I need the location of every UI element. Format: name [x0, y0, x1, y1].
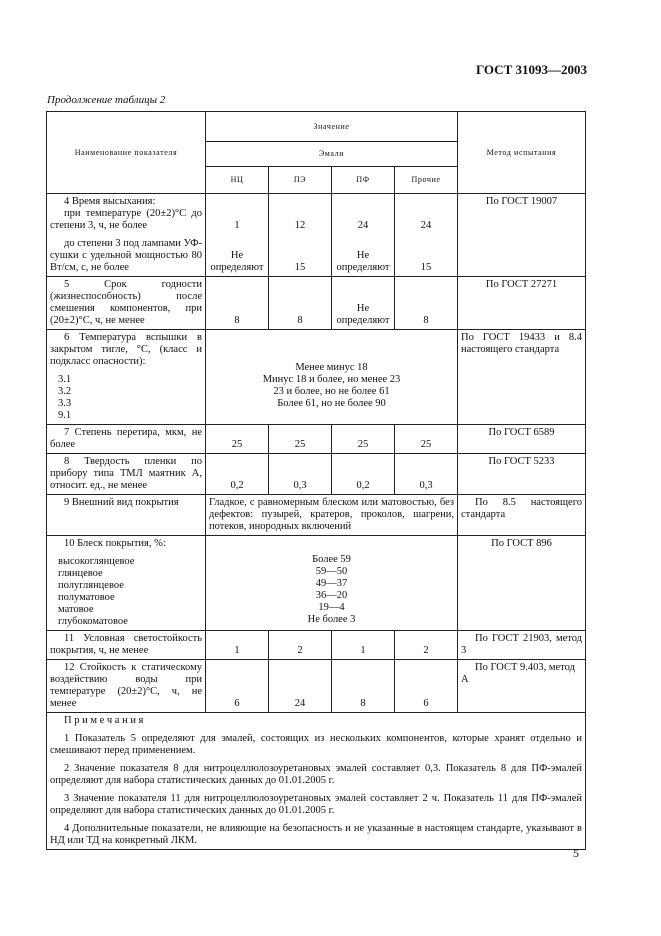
standard-header: ГОСТ 31093—2003: [475, 62, 587, 77]
row-label: 7 Степень перетира, мкм, не более: [47, 425, 206, 454]
row-value: 0,2: [206, 454, 269, 495]
row-value: 0,2: [332, 454, 395, 495]
table-row: [47, 660, 586, 713]
table-row: [47, 330, 586, 425]
header-type-pf: ПФ: [332, 167, 395, 194]
row-method: По ГОСТ 27271: [458, 277, 586, 330]
row-value: 24: [269, 660, 332, 713]
note-item: 3 Значение показателя 11 для нитроцеллюлозоуретановых эмалей составляет 2 ч. Показатель 11 для ПФ-эмалей определяют для набора статистических данных до 01.01.2005 г.: [50, 793, 583, 816]
page-number: 5: [573, 846, 579, 860]
row-label: 5 Срок годности (жизнеспособность) после смешения компонентов, при (20±2)°С, ч, не менее: [47, 277, 206, 330]
row-value: 0,3: [269, 454, 332, 495]
row-value: 6: [395, 660, 458, 713]
notes-row: [47, 713, 586, 850]
note-item: 4 Дополнительные показатели, не влияющие на безопасность и не указанные в настоящем стандарте, указывают в НД или ТД на конкретный ЛКМ.: [50, 823, 583, 846]
table-continuation-caption: Продолжение таблицы 2: [47, 94, 166, 106]
row-value: 2: [269, 631, 332, 660]
table-row: [47, 277, 586, 330]
row-method: По ГОСТ 9.403, метод А: [458, 660, 586, 713]
table-row: [47, 194, 586, 277]
row-label: 9 Внешний вид покрытия: [47, 495, 206, 536]
row-value: 8: [269, 277, 332, 330]
header-method: Метод испытания: [458, 112, 586, 194]
row-method: По ГОСТ 21903, метод 3: [458, 631, 586, 660]
row-values-other: 24 15: [395, 194, 458, 277]
header-type-pe: ПЭ: [269, 167, 332, 194]
table-row: [47, 454, 586, 495]
note-item: 2 Значение показателя 8 для нитроцеллюлозоуретановых эмалей составляет 0,3. Показатель 8 для ПФ-эмалей определяют для набора статистических данных до 01.01.2005 г.: [50, 763, 583, 786]
table-row: [47, 631, 586, 660]
row-value: Не определяют: [332, 277, 395, 330]
header-value: Значение: [206, 112, 458, 142]
row-values-pf: 24 Не определяют: [332, 194, 395, 277]
row-label: 10 Блеск покрытия, %: высокоглянцевое глянцевое полуглянцевое полуматовое матовое глубокоматовое: [47, 536, 206, 631]
row-method: По ГОСТ 5233: [458, 454, 586, 495]
row-value: 8: [395, 277, 458, 330]
row-value-range: Более 59 59—50 49—37 36—20 19—4 Не более 3: [206, 536, 458, 631]
header-type-nc: НЦ: [206, 167, 269, 194]
properties-table: [46, 111, 586, 850]
notes-title: П р и м е ч а н и я: [64, 715, 144, 726]
row-value-text: Гладкое, с равномерным блеском или матовостью, без дефектов: пузырей, кратеров, проколов, шагрени, потеков, инородных включений: [206, 495, 458, 536]
row-value: 25: [206, 425, 269, 454]
note-item: 1 Показатель 5 определяют для эмалей, состоящих из нескольких компонентов, которые хранят отдельно и смешивают перед применением.: [50, 733, 583, 756]
row-label: 12 Стойкость к статическому воздействию воды при температуре (20±2)°С, ч, не менее: [47, 660, 206, 713]
header-type-other: Прочие: [395, 167, 458, 194]
row-value: 1: [332, 631, 395, 660]
row-values-pe: 12 15: [269, 194, 332, 277]
row-value: 8: [332, 660, 395, 713]
notes: [47, 713, 586, 850]
row-value: 6: [206, 660, 269, 713]
row-value: 0,3: [395, 454, 458, 495]
row-values-nc: 1 Не определяют: [206, 194, 269, 277]
row-method: По ГОСТ 19007: [458, 194, 586, 277]
table-row: [47, 495, 586, 536]
row-method: По ГОСТ 19433 и 8.4 настоящего стандарта: [458, 330, 586, 425]
header-enamels: Эмали: [206, 142, 458, 167]
row-label: 11 Условная светостойкость покрытия, ч, не менее: [47, 631, 206, 660]
row-value-range: Менее минус 18 Минус 18 и более, но менее 23 23 и более, но не более 61 Более 61, но не более 90: [206, 330, 458, 425]
row-value: 8: [206, 277, 269, 330]
table-row: [47, 425, 586, 454]
row-value: 1: [206, 631, 269, 660]
row-method: По ГОСТ 6589: [458, 425, 586, 454]
row-method: По ГОСТ 896: [458, 536, 586, 631]
row-method: По 8.5 настоящего стандарта: [458, 495, 586, 536]
header-indicator: Наименование показателя: [47, 112, 206, 194]
table-row: [47, 536, 586, 631]
row-value: 2: [395, 631, 458, 660]
row-value: 25: [395, 425, 458, 454]
row-value: 25: [269, 425, 332, 454]
row-value: 25: [332, 425, 395, 454]
row-label: 8 Твердость пленки по прибору типа ТМЛ маятник А, относит. ед., не менее: [47, 454, 206, 495]
row-label: 4 Время высыхания: при температуре (20±2)°С до степени 3, ч, не более до степени 3 под лампами УФ-сушки с удельной мощностью 80 Вт/см, с, не более: [47, 194, 206, 277]
row-label: 6 Температура вспышки в закрытом тигле, °С, (класс и подкласс опасности): 3.1 3.2 3.3 9.1: [47, 330, 206, 425]
